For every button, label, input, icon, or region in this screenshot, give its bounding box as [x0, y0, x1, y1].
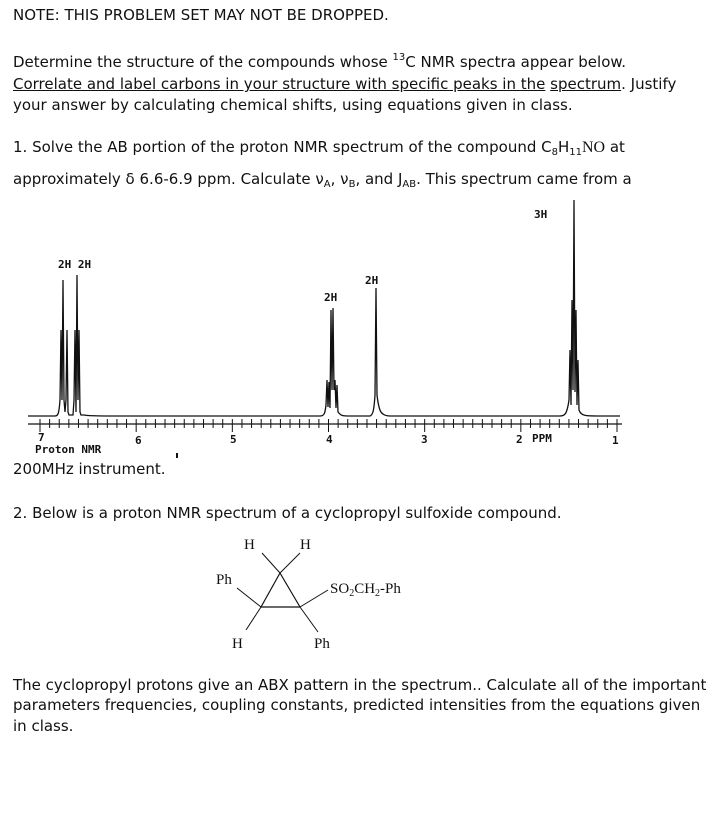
- peak-label-2h-3-6ppm: 2H: [365, 274, 379, 287]
- tick-label-6: 6: [135, 434, 142, 447]
- problem2-title: 2. Below is a proton NMR spectrum of a cyclopropyl sulfoxide compound.: [13, 504, 562, 522]
- tick-label-5: 5: [230, 433, 237, 446]
- tick-label-2: 2: [516, 433, 523, 446]
- atom-ph-left: Ph: [216, 572, 232, 588]
- atom-h-bottom: H: [232, 636, 243, 652]
- tick-label-1: 1: [612, 434, 619, 447]
- instrument-line: 200MHz instrument.: [13, 460, 166, 478]
- peak-label-2h-4ppm: 2H: [324, 291, 338, 304]
- axis-minor-ticks: [40, 419, 617, 432]
- spectrum-trace: [28, 200, 620, 416]
- tick-label-7: 7: [38, 431, 45, 444]
- note-heading: NOTE: THIS PROBLEM SET MAY NOT BE DROPPED.: [13, 6, 389, 24]
- peak-label-3h: 3H: [534, 208, 548, 221]
- intro-line-3: your answer by calculating chemical shifts, using equations given in class.: [13, 96, 573, 114]
- nmr-spectrum: [0, 195, 715, 465]
- conclusion-line-2: parameters frequencies, coupling constants, predicted intensities from the equations given: [13, 696, 701, 714]
- peak-label-2h-2h: 2H 2H: [58, 258, 92, 271]
- tick-label-4: 4: [326, 433, 333, 446]
- tick-label-3: 3: [421, 433, 428, 446]
- substituent-so2ch2ph: $SO_2CH_2-Ph$: [330, 581, 401, 599]
- atom-ph-bottom: Ph: [314, 636, 330, 652]
- atom-h-top-left: H: [244, 537, 255, 553]
- axis-title: Proton NMR: [35, 443, 102, 456]
- intro-line-1: Determine the structure of the compounds whose $^{13}$C NMR spectra appear below.: [13, 52, 627, 71]
- problem1-line-2: approximately δ 6.6-6.9 ppm. Calculate $\nu_A$, $\nu_B$, and $J_{AB}$. This spectrum came from a: [13, 170, 632, 190]
- stray-mark: [176, 453, 178, 458]
- conclusion-line-3: in class.: [13, 717, 74, 735]
- problem1-line-1: 1. Solve the AB portion of the proton NMR spectrum of the compound $C_8H_{11}NO$ at: [13, 138, 625, 158]
- cyclopropyl-structure: [200, 530, 430, 655]
- conclusion-line-1: The cyclopropyl protons give an ABX pattern in the spectrum.. Calculate all of the important: [13, 676, 707, 694]
- atom-h-top-right: H: [300, 537, 311, 553]
- axis-unit: PPM: [532, 432, 552, 445]
- intro-line-2: Correlate and label carbons in your structure with specific peaks in the spectrum. Justify: [13, 75, 677, 93]
